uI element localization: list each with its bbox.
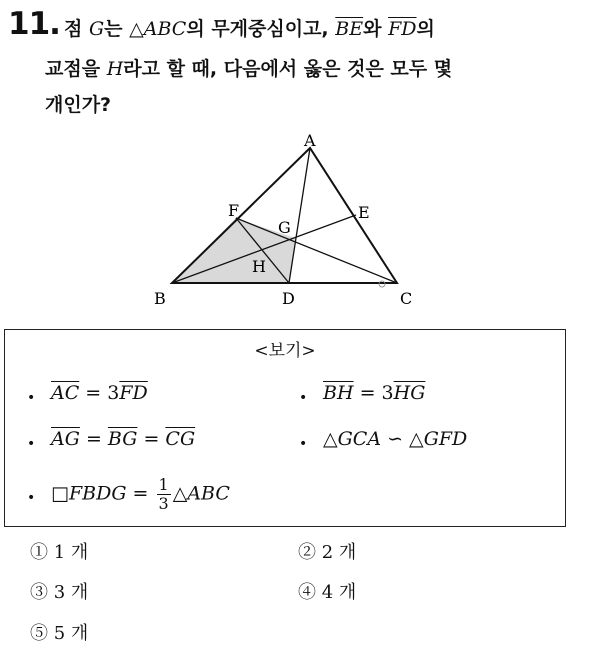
choice-4[interactable]: ④ 4 개	[298, 582, 357, 603]
triangle-figure	[150, 126, 440, 316]
label-b: B	[154, 289, 166, 308]
fraction-numerator: 1	[158, 475, 169, 494]
bogi-item-5	[51, 476, 230, 513]
seg-hg: $\overline{HG}$	[393, 382, 426, 404]
seg-ag: $\overline{AG}$	[51, 428, 80, 450]
q-segment-be: $\overline{BE}$	[335, 18, 364, 40]
bogi-title: <보기>	[254, 341, 316, 361]
choice-3[interactable]: ③ 3 개	[30, 582, 89, 603]
question-line-2	[45, 54, 452, 81]
bullet-1: •	[27, 390, 36, 406]
tri-abc: ABC	[187, 482, 230, 505]
fraction-one-third	[157, 476, 171, 513]
bogi-box	[4, 329, 566, 527]
q-text: 교점을	[45, 58, 107, 80]
shaded-region-fbdg	[172, 218, 295, 283]
seg-cg: $\overline{CG}$	[165, 428, 196, 450]
label-c: C	[400, 289, 413, 308]
triangle-symbol: △	[323, 428, 338, 450]
tri-gca: GCA	[337, 428, 382, 450]
q-text: 점	[64, 18, 89, 40]
square-symbol: □	[51, 482, 69, 505]
bullet-3: •	[27, 436, 36, 452]
q-triangle-abc: ABC	[143, 18, 187, 40]
bogi-item-2	[323, 382, 425, 404]
eq-text: = 3	[79, 382, 120, 404]
similar-symbol: ∽ △	[381, 428, 424, 450]
choice-2[interactable]: ② 2 개	[298, 542, 357, 563]
choice-5[interactable]: ⑤ 5 개	[30, 623, 89, 644]
q-point-g: G	[88, 18, 105, 40]
q-point-h: H	[106, 58, 124, 80]
seg-bh: $\overline{BH}$	[323, 382, 354, 404]
tri-gfd: GFD	[423, 428, 468, 450]
label-g: G	[278, 218, 291, 237]
label-e: E	[358, 203, 370, 222]
q-text: 의	[416, 18, 435, 40]
median-ad	[289, 148, 310, 283]
fraction-denominator: 3	[158, 494, 169, 513]
q-text: 라고 할 때, 다음에서 옳은 것은 모두 몇	[123, 58, 453, 80]
bullet-2: •	[299, 390, 308, 406]
bogi-item-4	[323, 428, 467, 450]
q-text: 는 △	[104, 18, 144, 40]
bullet-5: •	[27, 490, 36, 506]
label-a: A	[304, 131, 316, 150]
triangle-symbol: △	[172, 482, 188, 505]
question-line-1	[64, 14, 435, 41]
q-segment-fd: $\overline{FD}$	[388, 18, 417, 40]
q-text: 의 무게중심이고,	[186, 18, 336, 40]
seg-bg: $\overline{BG}$	[107, 428, 138, 450]
eq-text: =	[79, 428, 108, 450]
seg-ac: $\overline{AC}$	[51, 382, 80, 404]
question-line-3: 개인가?	[45, 94, 112, 116]
bogi-item-1	[51, 382, 148, 404]
bullet-4: •	[299, 436, 308, 452]
question-number: 11.	[8, 6, 60, 42]
label-d: D	[282, 289, 295, 308]
eq-text: =	[126, 482, 155, 505]
eq-text: = 3	[353, 382, 394, 404]
quad-fbdg: FBDG	[68, 482, 127, 505]
choice-1[interactable]: ① 1 개	[30, 542, 89, 563]
q-text: 와	[363, 18, 389, 40]
label-h: H	[252, 257, 266, 276]
seg-fd: $\overline{FD}$	[119, 382, 148, 404]
eq-text: =	[137, 428, 166, 450]
bogi-item-3	[51, 428, 195, 450]
label-f: F	[228, 201, 240, 220]
